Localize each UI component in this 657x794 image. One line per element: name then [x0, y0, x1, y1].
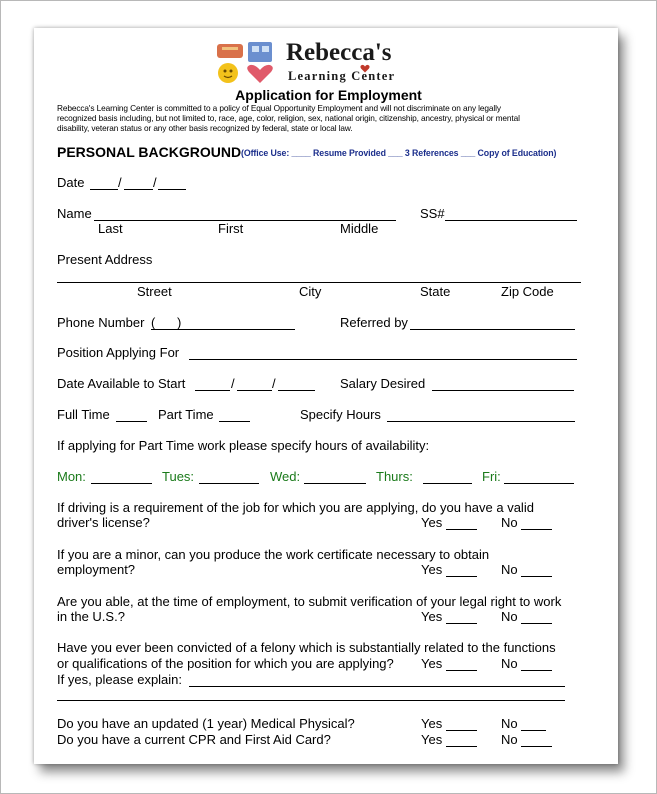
- no-label: No: [501, 732, 518, 747]
- q5-no-field[interactable]: [521, 730, 546, 731]
- question-drivers-license: driver's license?: [57, 515, 150, 530]
- day-label-mon: Mon:: [57, 469, 86, 484]
- day-label-fri: Fri:: [482, 469, 501, 484]
- question-work-certificate: employment?: [57, 562, 136, 577]
- section-title: PERSONAL BACKGROUND: [57, 144, 242, 160]
- specify-hours-label: Specify Hours: [300, 407, 381, 422]
- q5-yes-field[interactable]: [446, 730, 477, 731]
- day-field-tues[interactable]: [199, 483, 259, 484]
- available-month-field[interactable]: [195, 390, 230, 391]
- day-field-fri[interactable]: [504, 483, 574, 484]
- available-year-field[interactable]: [278, 390, 315, 391]
- full-time-label: Full Time: [57, 407, 110, 422]
- date-month-field[interactable]: [90, 189, 118, 190]
- referred-label: Referred by: [340, 315, 408, 330]
- logo-title: Rebecca's: [286, 39, 392, 66]
- no-label: No: [501, 515, 518, 530]
- office-use-note: (Office Use: ____ Resume Provided ___ 3 References ___ Copy of Education): [241, 148, 557, 158]
- salary-field[interactable]: [432, 390, 574, 391]
- referred-field[interactable]: [410, 329, 575, 330]
- zip-caption: Zip Code: [501, 284, 554, 299]
- question-felony: Have you ever been convicted of a felony which is substantially related to the functions: [57, 640, 556, 655]
- no-label: No: [501, 562, 518, 577]
- yes-label: Yes: [421, 716, 443, 731]
- question-legal-right: Are you able, at the time of employment, to submit verification of your legal right to work: [57, 594, 562, 609]
- available-label: Date Available to Start: [57, 376, 186, 391]
- q3-yes-field[interactable]: [446, 623, 477, 624]
- street-caption: Street: [137, 284, 172, 299]
- date-separator: /: [118, 175, 122, 190]
- no-label: No: [501, 716, 518, 731]
- eeo-statement-line2: recognized basis including, but not limited to, race, age, color, religion, sex, national origin, citizenship, ancestry, physical or mental: [57, 113, 520, 123]
- specify-hours-field[interactable]: [387, 421, 575, 422]
- date-separator: /: [153, 175, 157, 190]
- q2-no-field[interactable]: [521, 576, 552, 577]
- salary-label: Salary Desired: [340, 376, 426, 391]
- part-time-label: Part Time: [158, 407, 214, 422]
- available-day-field[interactable]: [237, 390, 272, 391]
- day-field-mon[interactable]: [91, 483, 152, 484]
- explain-field[interactable]: [189, 686, 565, 687]
- q4-yes-field[interactable]: [446, 670, 477, 671]
- ssn-field[interactable]: [445, 220, 577, 221]
- position-field[interactable]: [189, 359, 577, 360]
- date-year-field[interactable]: [158, 189, 186, 190]
- question-cpr-first-aid: Do you have a current CPR and First Aid Card?: [57, 732, 331, 747]
- name-label: Name: [57, 206, 92, 221]
- name-middle-caption: Middle: [340, 221, 379, 236]
- question-drivers-license: If driving is a requirement of the job for which you are applying, do you have a valid: [57, 500, 534, 515]
- day-label-tues: Tues:: [162, 469, 195, 484]
- phone-area-code: ( ): [151, 315, 182, 330]
- eeo-statement-line3: disability, veteran status or any other basis recognized by federal, state or local law.: [57, 123, 353, 133]
- phone-label: Phone Number: [57, 315, 145, 330]
- q6-no-field[interactable]: [521, 746, 552, 747]
- logo-illustration-icon: [212, 40, 278, 86]
- explain-label: If yes, please explain:: [57, 672, 183, 687]
- day-label-thurs: Thurs:: [376, 469, 413, 484]
- eeo-statement-line1: Rebecca's Learning Center is committed to a policy of Equal Opportunity Employment and will not discriminate on any legally: [57, 103, 501, 113]
- part-time-field[interactable]: [219, 421, 250, 422]
- yes-label: Yes: [421, 562, 443, 577]
- phone-field[interactable]: [151, 329, 295, 330]
- yes-label: Yes: [421, 656, 443, 671]
- available-separator: /: [272, 376, 276, 391]
- q2-yes-field[interactable]: [446, 576, 477, 577]
- yes-label: Yes: [421, 515, 443, 530]
- day-field-thurs[interactable]: [423, 483, 472, 484]
- name-last-caption: Last: [98, 221, 123, 236]
- logo-subtitle: Learning Center: [288, 69, 396, 83]
- day-label-wed: Wed:: [270, 469, 301, 484]
- no-label: No: [501, 609, 518, 624]
- yes-label: Yes: [421, 609, 443, 624]
- city-caption: City: [299, 284, 322, 299]
- full-time-field[interactable]: [116, 421, 147, 422]
- question-medical-physical: Do you have an updated (1 year) Medical Physical?: [57, 716, 355, 731]
- address-field[interactable]: [57, 282, 581, 283]
- logo: [212, 40, 426, 86]
- day-field-wed[interactable]: [304, 483, 366, 484]
- yes-label: Yes: [421, 732, 443, 747]
- form-title: Application for Employment: [235, 87, 422, 103]
- no-label: No: [501, 656, 518, 671]
- date-day-field[interactable]: [124, 189, 153, 190]
- ssn-label: SS#: [420, 206, 445, 221]
- q1-no-field[interactable]: [521, 529, 552, 530]
- explain-field-continued[interactable]: [57, 700, 565, 701]
- question-legal-right: in the U.S.?: [57, 609, 125, 624]
- available-separator: /: [231, 376, 235, 391]
- position-label: Position Applying For: [57, 345, 180, 360]
- q3-no-field[interactable]: [521, 623, 552, 624]
- name-first-caption: First: [218, 221, 244, 236]
- q6-yes-field[interactable]: [446, 746, 477, 747]
- q4-no-field[interactable]: [521, 670, 552, 671]
- address-label: Present Address: [57, 252, 153, 267]
- q1-yes-field[interactable]: [446, 529, 477, 530]
- question-work-certificate: If you are a minor, can you produce the work certificate necessary to obtain: [57, 547, 490, 562]
- part-time-note: If applying for Part Time work please specify hours of availability:: [57, 438, 430, 453]
- date-label: Date: [57, 175, 85, 190]
- question-felony: or qualifications of the position for which you are applying?: [57, 656, 394, 671]
- state-caption: State: [420, 284, 451, 299]
